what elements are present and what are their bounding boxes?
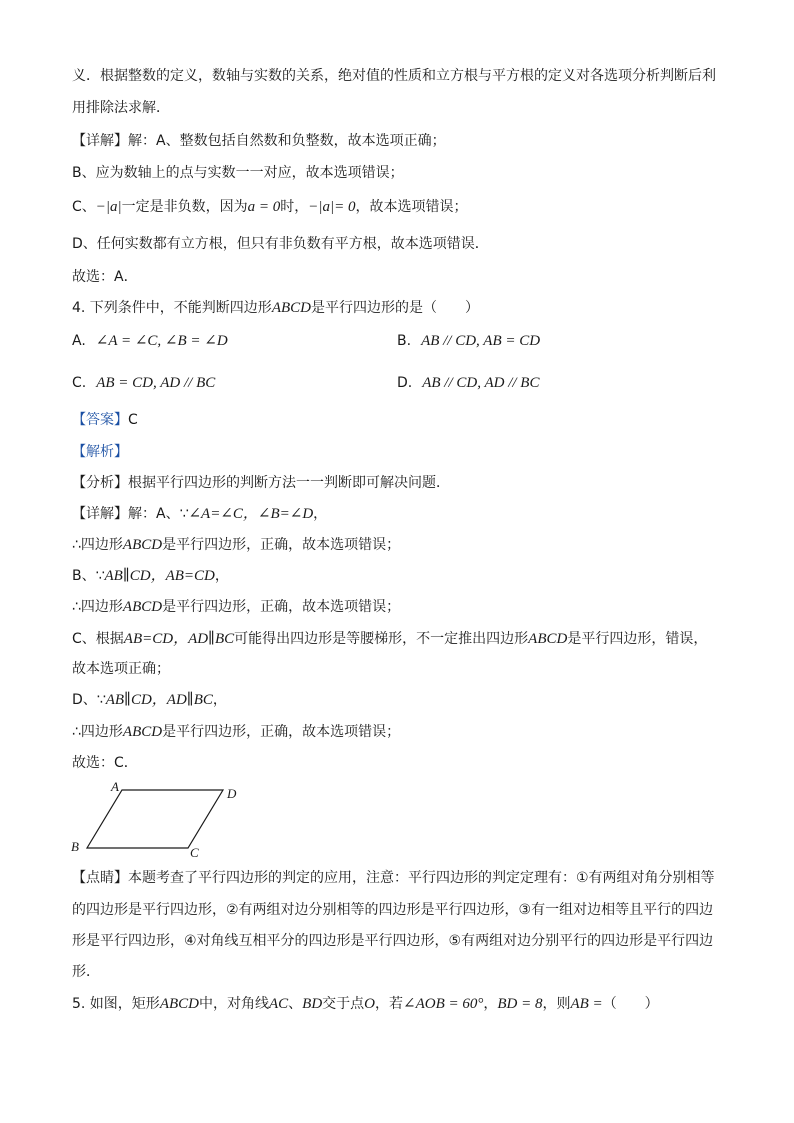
text: ，则: [542, 996, 571, 1012]
text-line: B、应为数轴上的点与实数一一对应，故本选项错误；: [72, 165, 404, 181]
option-d: [397, 373, 539, 393]
question-5-stem: [72, 994, 659, 1014]
text: 是平行四边形，正确，故本选项错误；: [162, 599, 401, 615]
math-expr: AC: [268, 996, 289, 1012]
math-expr: ABCD: [159, 996, 199, 1012]
option-label: D.: [397, 375, 413, 391]
math-expr: AB =: [570, 996, 603, 1012]
answer-value: C: [128, 412, 138, 428]
text: 是平行四边形，错误，: [567, 631, 708, 647]
math-expr: ∠AOB = 60°: [403, 996, 484, 1012]
math-expr: −|a|: [95, 199, 122, 215]
question-4-stem: [72, 298, 479, 318]
option-c: [72, 373, 215, 393]
option-label: B.: [397, 333, 412, 349]
parallelogram-figure: [66, 778, 256, 860]
math-expr: ABCD: [122, 537, 163, 553]
text-line: 故选：A．: [72, 269, 138, 285]
text: D、∵: [72, 692, 106, 708]
math-expr: ABCD: [528, 631, 568, 647]
text: ∴四边形: [72, 724, 123, 740]
text-line: 形是平行四边形，④对角线互相平分的四边形是平行四边形，⑤有两组对边分别平行的四边形是平行四边: [72, 933, 714, 949]
text-line: 义．根据整数的定义，数轴与实数的关系，绝对值的性质和立方根与平方根的定义对各选项分析判断后利: [72, 68, 716, 84]
text-line: D、任何实数都有立方根，但只有非负数有平方根，故本选项错误．: [72, 236, 489, 252]
text-line: [72, 504, 327, 524]
text-line: 【点睛】本题考查了平行四边形的判定的应用，注意：平行四边形的判定定理有：①有两组对角分别相等: [72, 870, 715, 886]
parallelogram-shape: [87, 790, 223, 848]
text-line: 的四边形是平行四边形，②有两组对边分别相等的四边形是平行四边形，③有一组对边相等且平行的四边: [72, 902, 714, 918]
text: ，: [214, 568, 229, 584]
math-expr: a = 0: [247, 199, 281, 215]
text: 是平行四边形，正确，故本选项错误；: [162, 724, 401, 740]
text: 一定是非负数，因为: [121, 199, 248, 215]
text-line: [72, 722, 400, 742]
text-line: 用排除法求解．: [72, 100, 170, 116]
answer-tag: 【答案】: [72, 412, 128, 428]
math-expr: BD: [302, 996, 323, 1012]
math-expr: O: [364, 996, 375, 1012]
option-label: A.: [72, 333, 86, 349]
text-line: 故选：C．: [72, 755, 138, 771]
option-expr: AB // CD, AB = CD: [421, 333, 541, 349]
math-expr: AB∥CD，AB=CD: [104, 568, 215, 584]
vertex-label-c: C: [190, 845, 199, 860]
text: C、: [72, 199, 96, 215]
text: 是平行四边形，正确，故本选项错误；: [162, 537, 401, 553]
option-b: [397, 331, 540, 351]
text: 中，对角线: [198, 996, 269, 1012]
text: 【详解】解：A、∵: [72, 506, 189, 522]
text: ，故本选项错误；: [355, 199, 468, 215]
text: ，若: [375, 996, 403, 1012]
text-line: [72, 535, 400, 555]
text-line: [72, 597, 400, 617]
analysis-tag: 【解析】: [72, 444, 128, 460]
math-expr: −|a|= 0: [308, 199, 356, 215]
text: ，: [212, 692, 227, 708]
text: C、根据: [72, 631, 124, 647]
text: （ ）: [602, 996, 659, 1012]
text-line: [72, 566, 229, 586]
option-a: [72, 331, 228, 351]
option-expr: AB // CD, AD // BC: [422, 375, 540, 391]
text-line: [72, 690, 227, 710]
text: 时，: [280, 199, 309, 215]
text: 可能得出四边形是等腰梯形，不一定推出四边形: [234, 631, 529, 647]
math-expr: AB=CD，AD∥BC: [123, 631, 235, 647]
text: 是平行四边形的是（ ）: [310, 300, 479, 316]
text: ∴四边形: [72, 599, 123, 615]
math-expr: ABCD: [122, 724, 163, 740]
text-line: 故本选项正确；: [72, 661, 170, 677]
option-expr: ∠A = ∠C, ∠B = ∠D: [95, 333, 228, 349]
text: ，: [313, 506, 328, 522]
math-expr: BD = 8: [497, 996, 543, 1012]
vertex-label-d: D: [227, 786, 237, 801]
math-expr: ABCD: [122, 599, 163, 615]
text-line: 【详解】解：A、整数包括自然数和负整数，故本选项正确；: [72, 133, 446, 149]
text: 4. 下列条件中，不能判断四边形: [72, 300, 272, 316]
math-expr: ABCD: [271, 300, 311, 316]
vertex-label-b: B: [71, 839, 79, 854]
text-line: 【分析】根据平行四边形的判断方法一一判断即可解决问题．: [72, 475, 450, 491]
option-expr: AB = CD, AD // BC: [96, 375, 216, 391]
text: 5. 如图，矩形: [72, 996, 160, 1012]
answer-line: [72, 410, 138, 430]
text: ∴四边形: [72, 537, 123, 553]
option-label: C.: [72, 375, 87, 391]
text: ，: [483, 996, 498, 1012]
math-expr: ∠A=∠C，∠B=∠D: [188, 506, 314, 522]
vertex-label-a: A: [111, 779, 119, 794]
text: B、∵: [72, 568, 105, 584]
text: 、: [288, 996, 303, 1012]
math-expr: AB∥CD，AD∥BC: [105, 692, 213, 708]
text: 交于点: [322, 996, 365, 1012]
text-line: [72, 197, 468, 217]
text-line: [72, 629, 707, 649]
text-line: 形．: [72, 964, 100, 980]
